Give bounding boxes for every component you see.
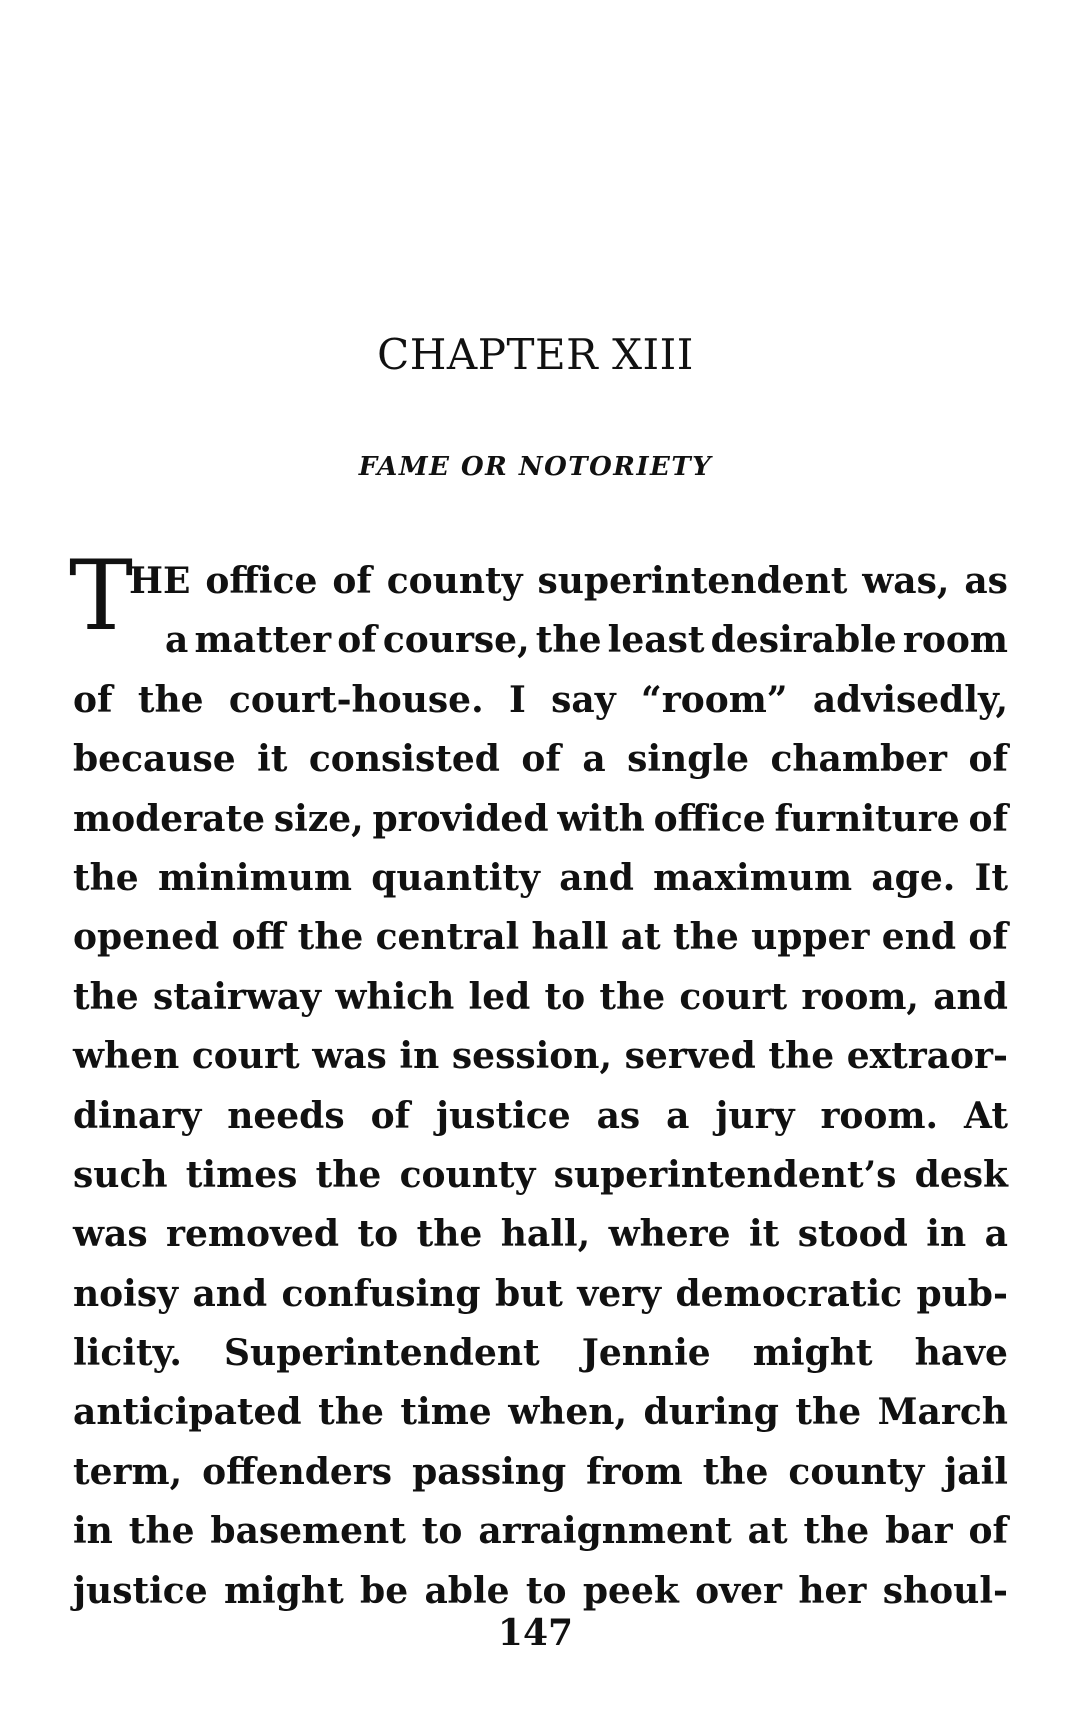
word: anticipated: [73, 1391, 302, 1434]
text-line: [73, 671, 1008, 730]
word: matter: [194, 619, 332, 662]
word: jury: [715, 1094, 795, 1137]
word: the: [599, 975, 666, 1018]
word: served: [624, 1035, 756, 1078]
word: and: [933, 975, 1008, 1018]
word: stood: [797, 1213, 908, 1256]
word: desk: [914, 1153, 1008, 1196]
word: maximum: [653, 856, 853, 899]
word: the: [297, 916, 364, 959]
word: court: [191, 1035, 300, 1078]
word: HE: [129, 560, 191, 602]
word: end: [881, 916, 957, 959]
word: term,: [73, 1450, 183, 1493]
word: the: [315, 1153, 382, 1196]
word: the: [416, 1213, 483, 1256]
word: basement: [210, 1510, 406, 1553]
word: March: [877, 1391, 1008, 1434]
word: confusing: [281, 1272, 481, 1315]
chapter-title: CHAPTER XIII: [377, 330, 694, 379]
word: advisedly,: [812, 678, 1008, 721]
text-line: [73, 908, 1008, 967]
word: dinary: [73, 1094, 202, 1137]
word: desirable: [710, 619, 897, 662]
word: justice: [436, 1094, 571, 1137]
word: when: [73, 1035, 180, 1078]
word: the: [795, 1391, 862, 1434]
word: times: [185, 1153, 298, 1196]
word: during: [643, 1391, 779, 1434]
word: session,: [451, 1035, 613, 1078]
word: moderate: [73, 797, 266, 840]
word: the: [73, 975, 139, 1018]
word: where: [608, 1213, 731, 1256]
text-line: [73, 1205, 1008, 1264]
word: At: [964, 1094, 1008, 1137]
word: of: [968, 916, 1008, 959]
word: with: [557, 797, 645, 840]
word: at: [620, 916, 661, 959]
word: off: [231, 916, 286, 959]
word: superintendent: [537, 560, 848, 602]
word: jail: [944, 1450, 1008, 1493]
word: arraignment: [478, 1510, 732, 1553]
word: office: [205, 560, 318, 602]
word: but: [494, 1272, 563, 1315]
word: county: [788, 1450, 925, 1493]
word: noisy: [73, 1272, 179, 1315]
word: of: [968, 797, 1008, 840]
text-line: [73, 1265, 1008, 1324]
word: stairway: [152, 975, 322, 1018]
text-line: [73, 1027, 1008, 1086]
text-line: [73, 1087, 1008, 1146]
word: county: [386, 560, 523, 602]
word: the: [803, 1510, 870, 1553]
word: of: [968, 1510, 1008, 1553]
word: might: [223, 1569, 344, 1612]
word: time: [400, 1391, 492, 1434]
word: room,: [801, 975, 919, 1018]
word: was: [312, 1035, 387, 1078]
word: from: [586, 1450, 683, 1493]
word: of: [370, 1094, 411, 1137]
word: room: [902, 619, 1008, 662]
word: to: [357, 1213, 399, 1256]
word: might: [752, 1332, 873, 1375]
word: because: [73, 738, 236, 781]
word: and: [559, 856, 634, 899]
word: Jennie: [581, 1332, 711, 1375]
word: of: [521, 738, 561, 781]
word: hall,: [500, 1213, 591, 1256]
word: chamber: [770, 738, 947, 781]
word: in: [399, 1035, 440, 1078]
word: court: [679, 975, 788, 1018]
word: have: [914, 1332, 1008, 1375]
word: was,: [862, 560, 950, 602]
word: say: [551, 678, 616, 721]
word: consisted: [308, 738, 500, 781]
word: of: [337, 619, 377, 662]
text-line: [73, 1502, 1008, 1561]
word: pub-: [916, 1272, 1008, 1315]
word: Superintendent: [224, 1332, 540, 1375]
word: it: [748, 1213, 780, 1256]
word: the: [702, 1450, 769, 1493]
word: as: [596, 1094, 641, 1137]
word: in: [926, 1213, 967, 1256]
word: democratic: [675, 1272, 903, 1315]
word: and: [192, 1272, 268, 1315]
word: court-house.: [228, 678, 484, 721]
word: superintendent’s: [553, 1153, 897, 1196]
word: “room”: [641, 678, 788, 721]
word: the: [318, 1391, 384, 1434]
text-line: [73, 968, 1008, 1027]
word: over: [695, 1569, 782, 1612]
word: a: [666, 1094, 690, 1137]
word: her: [798, 1569, 867, 1612]
word: a: [582, 738, 606, 781]
text-line: [73, 1443, 1008, 1502]
word: shoul-: [882, 1569, 1008, 1612]
text-line: [73, 611, 1008, 670]
word: was: [73, 1213, 148, 1256]
word: the: [73, 856, 139, 899]
word: the: [768, 1035, 835, 1078]
word: opened: [73, 916, 220, 959]
word: led: [468, 975, 531, 1018]
word: at: [747, 1510, 788, 1553]
word: room.: [820, 1094, 939, 1137]
word: to: [525, 1569, 567, 1612]
word: be: [360, 1569, 409, 1612]
word: as: [964, 560, 1008, 602]
word: the: [673, 916, 739, 959]
word: licity.: [73, 1332, 182, 1375]
word: removed: [166, 1213, 340, 1256]
word: justice: [73, 1569, 208, 1612]
word: upper: [751, 916, 870, 959]
drop-cap: T: [69, 540, 134, 652]
word: a: [984, 1213, 1008, 1256]
word: such: [73, 1153, 168, 1196]
word: size,: [273, 797, 364, 840]
word: able: [424, 1569, 510, 1612]
word: bar: [885, 1510, 953, 1553]
word: quantity: [371, 856, 540, 899]
word: age.: [871, 856, 956, 899]
text-line: [73, 1146, 1008, 1205]
word: the: [128, 1510, 195, 1553]
word: least: [607, 619, 705, 662]
page-number: 147: [497, 1612, 574, 1654]
word: furniture: [774, 797, 960, 840]
word: county: [399, 1153, 536, 1196]
word: passing: [412, 1450, 567, 1493]
word: offenders: [202, 1450, 393, 1493]
text-line: [73, 1324, 1008, 1383]
word: the: [137, 678, 204, 721]
word: office: [653, 797, 766, 840]
word: central: [375, 916, 520, 959]
word: a: [165, 619, 189, 662]
word: peek: [582, 1569, 679, 1612]
word: it: [257, 738, 288, 781]
word: single: [627, 738, 749, 781]
word: in: [73, 1510, 113, 1553]
word: I: [508, 678, 526, 721]
word: course,: [382, 619, 530, 662]
word: of: [73, 678, 113, 721]
word: to: [421, 1510, 463, 1553]
word: minimum: [157, 856, 352, 899]
word: needs: [227, 1094, 345, 1137]
word: hall: [531, 916, 609, 959]
word: the: [535, 619, 602, 662]
word: which: [335, 975, 455, 1018]
text-line: [73, 1383, 1008, 1442]
word: of: [332, 560, 372, 602]
word: to: [544, 975, 586, 1018]
word: provided: [372, 797, 549, 840]
text-line: [73, 849, 1008, 908]
text-line: [73, 730, 1008, 789]
word: when,: [508, 1391, 628, 1434]
word: of: [968, 738, 1008, 781]
word: extraor-: [846, 1035, 1008, 1078]
body-paragraph: [69, 540, 1008, 1621]
text-line: [73, 790, 1008, 849]
word: It: [974, 856, 1008, 899]
word: very: [577, 1272, 662, 1315]
chapter-subtitle: FAME OR NOTORIETY: [358, 452, 713, 482]
